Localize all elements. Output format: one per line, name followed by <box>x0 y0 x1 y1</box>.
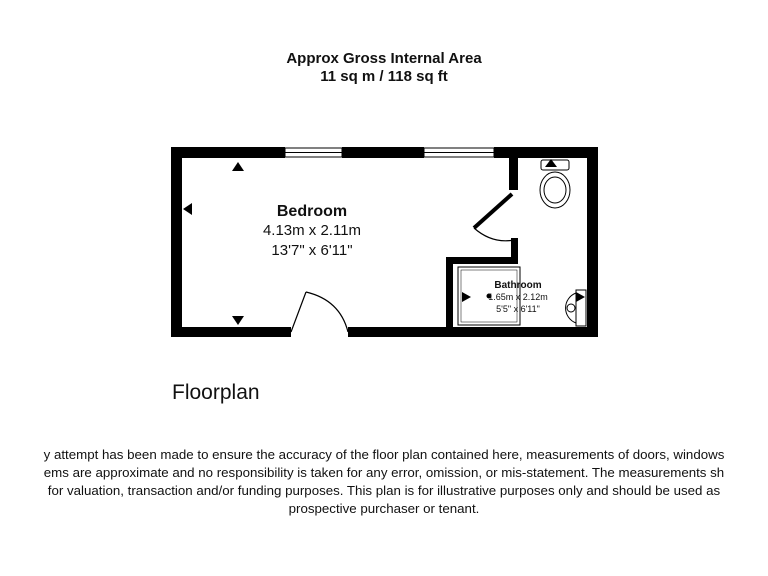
basin-icon <box>566 290 586 326</box>
disclaimer-line: ems are approximate and no responsibility is taken for any error, omission, or mis-statement. The measurements sh <box>43 465 725 480</box>
bedroom-name: Bedroom <box>276 203 348 220</box>
floorplan-caption: Floorplan <box>172 381 260 404</box>
area-value: 11 sq m / 118 sq ft <box>320 68 448 85</box>
area-title: Approx Gross Internal Area <box>286 50 482 67</box>
bathroom-label <box>478 280 558 315</box>
disclaimer-line: for valuation, transaction and/or funding purposes. This plan is for illustrative purposes only and should be used as <box>47 483 721 498</box>
entry-door <box>291 292 348 332</box>
bedroom-label <box>232 203 392 261</box>
bedroom-dim-metric: 4.13m x 2.11m <box>262 222 362 239</box>
disclaimer <box>0 446 768 518</box>
toilet-icon <box>540 160 570 208</box>
window <box>424 148 494 157</box>
bedroom-dim-imperial: 13'7" x 6'11" <box>271 242 353 259</box>
disclaimer-line: y attempt has been made to ensure the accuracy of the floor plan contained here, measurements of doors, windows <box>43 447 725 462</box>
disclaimer-line: prospective purchaser or tenant. <box>288 501 480 516</box>
bathroom-door <box>474 194 514 241</box>
bathroom-dim-metric: 1.65m x 2.12m <box>488 292 548 302</box>
bathroom-dim-imperial: 5'5" x 6'11" <box>496 304 540 314</box>
window <box>285 148 342 157</box>
bathroom-name: Bathroom <box>494 280 542 291</box>
